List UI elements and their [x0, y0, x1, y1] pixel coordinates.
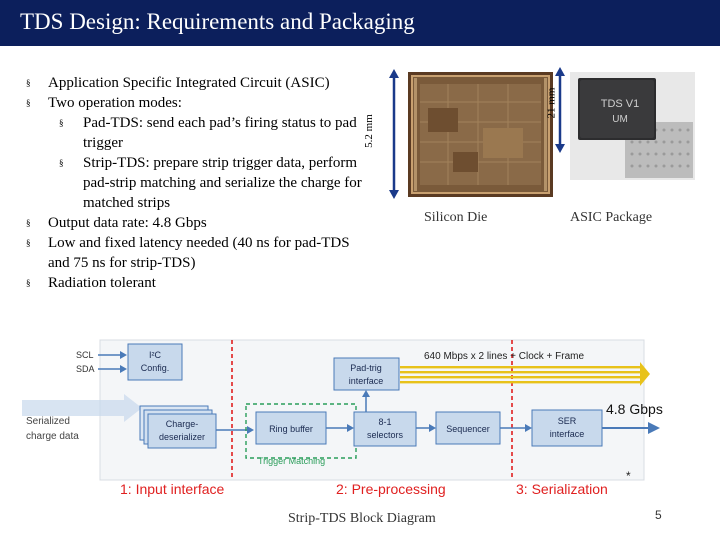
bullet-marker: §	[26, 238, 31, 248]
pad-trig-label-line1: Pad-trig	[350, 363, 382, 373]
bullet-item	[20, 233, 370, 273]
asic-package-image	[570, 72, 695, 180]
page-number: 5	[655, 508, 662, 522]
sub-bullet-item	[20, 153, 370, 213]
output-rate-label: 4.8 Gbps	[606, 401, 663, 417]
diagram-caption: Strip-TDS Block Diagram	[288, 511, 436, 526]
bullet-marker: §	[59, 118, 64, 128]
silicon-die-image	[408, 72, 553, 197]
serialized-input-label-line2: charge data	[26, 431, 79, 442]
bullet-text: Radiation tolerant	[48, 275, 156, 291]
trigger-matching-label: Trigger Matching	[258, 456, 326, 466]
selectors-label-line1: 8-1	[378, 417, 392, 427]
bullet-marker: §	[26, 218, 31, 228]
bullet-item	[20, 73, 370, 93]
die-caption: Silicon Die	[424, 210, 488, 225]
bullet-list	[20, 73, 370, 293]
charge-deserializer-line2: deserializer	[158, 432, 206, 442]
stage-1-label: 1: Input interface	[120, 481, 225, 497]
output-arrow	[648, 422, 660, 434]
bullet-item	[20, 213, 370, 233]
pad-trig-output-label: 640 Mbps x 2 lines + Clock + Frame	[424, 351, 585, 362]
bullet-text: Strip-TDS: prepare strip trigger data, perform pad-strip matching and serialize the charge for matched strips	[83, 155, 362, 211]
charge-deserializer-line1: Charge-	[165, 419, 199, 429]
i2c-label-line2: Config.	[140, 363, 170, 373]
package-marking-line1: TDS V1	[600, 98, 640, 110]
bullet-text: Two operation modes:	[48, 95, 182, 111]
die-dimension-arrow	[384, 68, 404, 200]
bullet-marker: §	[26, 278, 31, 288]
bullet-item	[20, 273, 370, 293]
die-dimension-label: 5.2 mm	[362, 114, 375, 148]
block-diagram	[20, 338, 700, 503]
bullet-text: Application Specific Integrated Circuit (ASIC)	[48, 75, 330, 91]
slide-title: TDS Design: Requirements and Packaging	[20, 9, 415, 34]
bullet-text: Output data rate: 4.8 Gbps	[48, 215, 207, 231]
bullet-text: Pad-TDS: send each pad’s firing status to pad trigger	[83, 115, 357, 151]
package-marking-line2: UM	[612, 114, 628, 125]
serialized-input-label-line1: Serialized	[26, 416, 70, 427]
bullet-marker: §	[59, 158, 64, 168]
scl-label: SCL	[76, 350, 94, 360]
bullet-item	[20, 93, 370, 113]
sequencer-label: Sequencer	[446, 424, 490, 434]
bullet-text: Low and fixed latency needed (40 ns for pad-TDS and 75 ns for strip-TDS)	[48, 235, 350, 271]
footnote-asterisk: *	[626, 469, 631, 483]
sda-label: SDA	[76, 364, 95, 374]
stage-2-label: 2: Pre-processing	[336, 481, 446, 497]
stage-3-label: 3: Serialization	[516, 481, 608, 497]
ser-label-line1: SER	[557, 416, 577, 426]
package-caption: ASIC Package	[570, 210, 653, 225]
i2c-label-line1: I²C	[149, 350, 161, 360]
package-dimension-label: 21 mm	[545, 87, 558, 119]
bullet-marker: §	[26, 78, 31, 88]
sub-bullet-item	[20, 113, 370, 153]
selectors-label-line2: selectors	[366, 430, 404, 440]
ser-label-line2: interface	[549, 429, 585, 439]
pad-trig-label-line2: interface	[348, 376, 384, 386]
ring-buffer-label: Ring buffer	[269, 424, 313, 434]
bullet-marker: §	[26, 98, 31, 108]
